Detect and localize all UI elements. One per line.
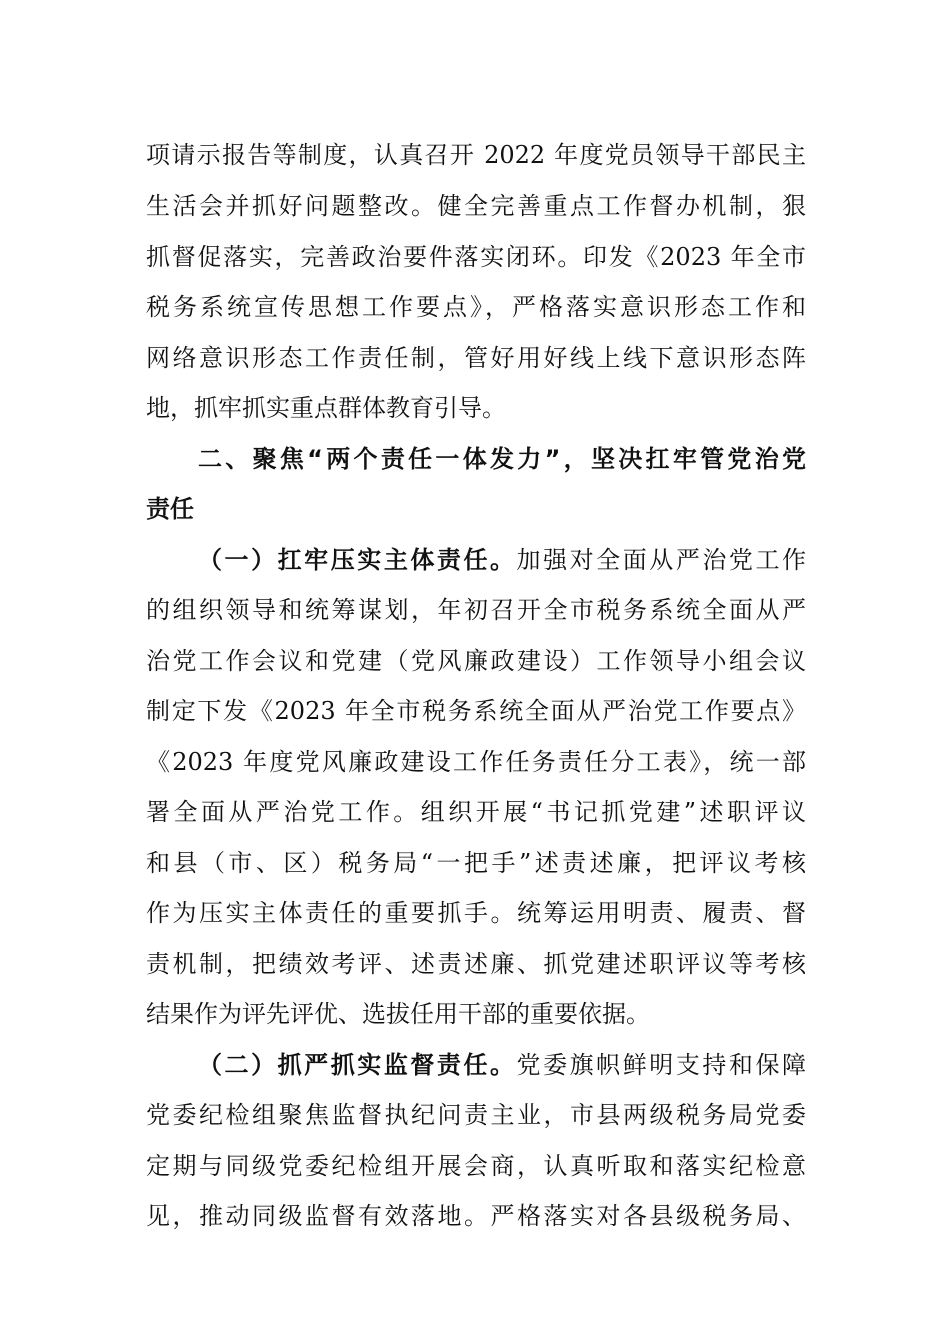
body-text-line: 党委纪检组聚焦监督执纪问责主业，市县两级税务局党委 [146,1101,806,1129]
body-text-line: 生活会并抓好问题整改。健全完善重点工作督办机制，狠 [146,192,806,220]
section-heading: 二、聚焦“两个责任一体发力”，坚决扛牢管党治党 [198,445,806,473]
body-text-line: 《2023 年度党风廉政建设工作任务责任分工表》，统一部 [146,748,806,776]
paragraph-1-lead-heading: （一）扛牢压实主体责任。 [198,546,517,574]
section-heading-continued: 责任 [146,495,194,523]
body-text-line: 项请示报告等制度，认真召开 2022 年度党员领导干部民主 [146,141,806,169]
body-text-line: 地，抓牢抓实重点群体教育引导。 [146,394,506,422]
body-text-line: 责机制，把绩效考评、述责述廉、抓党建述职评议等考核 [146,950,806,978]
paragraph-2-first-text: 党委旗帜鲜明支持和保障 [516,1051,807,1079]
paragraph-1-first-line [198,535,806,585]
body-text-line: 治党工作会议和党建（党风廉政建设）工作领导小组会议 [146,647,806,675]
paragraph-2-lead-heading: （二）抓严抓实监督责任。 [198,1051,517,1079]
paragraph-1-first-text: 加强对全面从严治党工作 [516,546,807,574]
body-text-line: 制定下发《2023 年全市税务系统全面从严治党工作要点》 [146,697,806,725]
body-text-line: 定期与同级党委纪检组开展会商，认真听取和落实纪检意 [146,1152,806,1180]
paragraph-2-first-line [198,1040,806,1090]
body-text-line: 的组织领导和统筹谋划，年初召开全市税务系统全面从严 [146,596,806,624]
body-text-line: 见，推动同级监督有效落地。严格落实对各县级税务局、 [146,1202,806,1230]
body-text-line: 网络意识形态工作责任制，管好用好线上线下意识形态阵 [146,344,806,372]
body-text-line: 抓督促落实，完善政治要件落实闭环。印发《2023 年全市 [146,243,806,271]
body-text-line: 和县（市、区）税务局“一把手”述责述廉，把评议考核 [146,849,806,877]
body-text-line: 署全面从严治党工作。组织开展“书记抓党建”述职评议 [146,798,806,826]
body-text-line: 作为压实主体责任的重要抓手。统筹运用明责、履责、督 [146,899,806,927]
body-text-line: 结果作为评先评优、选拔任用干部的重要依据。 [146,1000,650,1028]
body-text-line: 税务系统宣传思想工作要点》，严格落实意识形态工作和 [146,293,806,321]
